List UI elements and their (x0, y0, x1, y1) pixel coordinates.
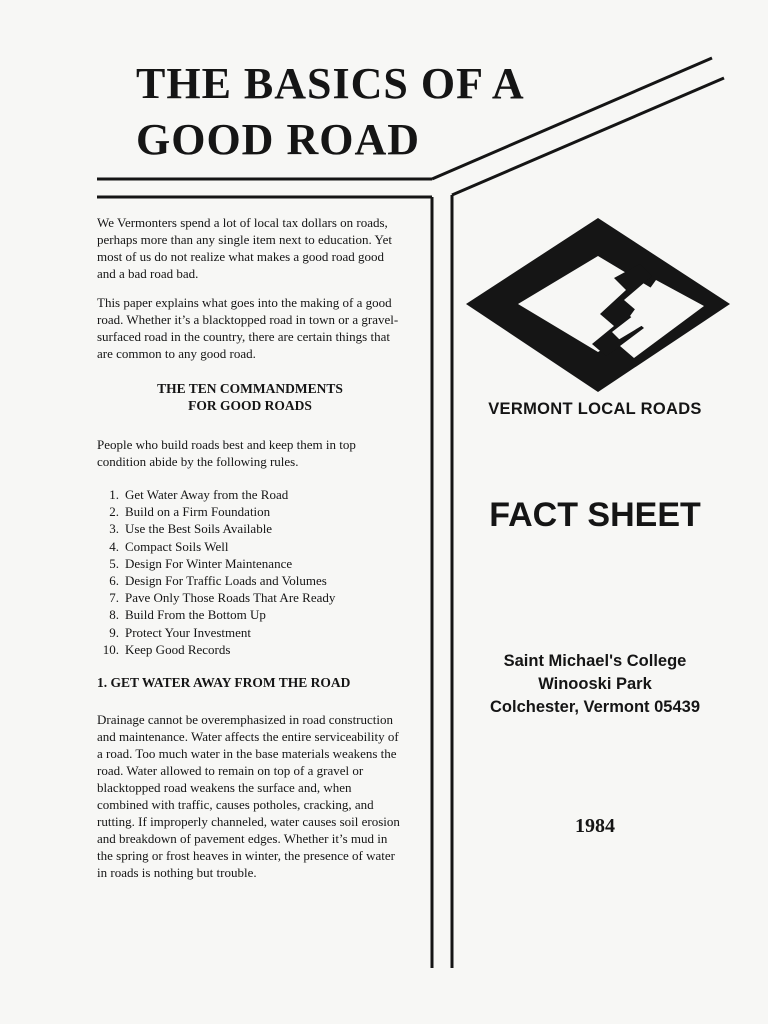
section-1-body: Drainage cannot be overemphasized in road construction and maintenance. Water affects the entire serviceability of a road. Too much water in the base materials weakens the road. Water allowed to remain on top of a gravel or blacktopped road weakens the surface and, when combined with traffic, causes potholes, cracking, and rutting. If improperly channeled, water causes soil erosion and breakdown of pavement edges. Whether it’s mud in the spring or frost heaves in winter, the presence of water in roads is nothing but trouble. (97, 712, 400, 881)
intro-paragraph-2: This paper explains what goes into the making of a good road. Whether it’s a blacktopped road in town or a gravel-surfaced road in the country, there are certain things that are common to any good road. (97, 295, 399, 361)
list-item: 6. Design For Traffic Loads and Volumes (109, 573, 327, 589)
list-item: 3. Use the Best Soils Available (109, 521, 273, 537)
list-item: 5. Design For Winter Maintenance (109, 555, 293, 571)
list-item: 2. Build on a Firm Foundation (109, 504, 271, 520)
address-line-1: Saint Michael's College (503, 652, 687, 670)
list-item: 8. Build From the Bottom Up (109, 607, 266, 623)
address-line-2: Winooski Park (538, 675, 652, 693)
intro-paragraph-1: We Vermonters spend a lot of local tax dollars on roads, perhaps more than any single item next to education. Yet most of us do not realize what makes a good road good and a bad road bad. (97, 215, 392, 281)
vermont-diamond-logo-icon (464, 216, 732, 394)
commandments-list (97, 486, 403, 658)
title-line-1: THE BASICS OF A (136, 59, 525, 108)
list-item: 10. Keep Good Records (102, 641, 231, 657)
address-block (460, 650, 730, 719)
program-name: VERMONT LOCAL ROADS (488, 400, 702, 418)
publication-year: 1984 (575, 815, 615, 837)
list-item: 1. Get Water Away from the Road (109, 487, 289, 502)
commandments-lead: People who build roads best and keep them in top condition abide by the following rules. (97, 437, 356, 469)
page-title (136, 56, 596, 168)
list-item: 4. Compact Soils Well (109, 538, 229, 554)
commandments-heading-line-2: FOR GOOD ROADS (188, 398, 312, 413)
title-line-2: GOOD ROAD (136, 115, 420, 164)
commandments-heading (97, 380, 403, 414)
main-column (97, 214, 403, 893)
section-1-heading: 1. GET WATER AWAY FROM THE ROAD (97, 675, 351, 691)
list-item: 7. Pave Only Those Roads That Are Ready (109, 590, 336, 606)
commandments-heading-line-1: THE TEN COMMANDMENTS (157, 381, 343, 396)
fact-sheet-label: FACT SHEET (489, 496, 701, 534)
list-item: 9. Protect Your Investment (109, 624, 252, 640)
address-line-3: Colchester, Vermont 05439 (489, 698, 701, 716)
